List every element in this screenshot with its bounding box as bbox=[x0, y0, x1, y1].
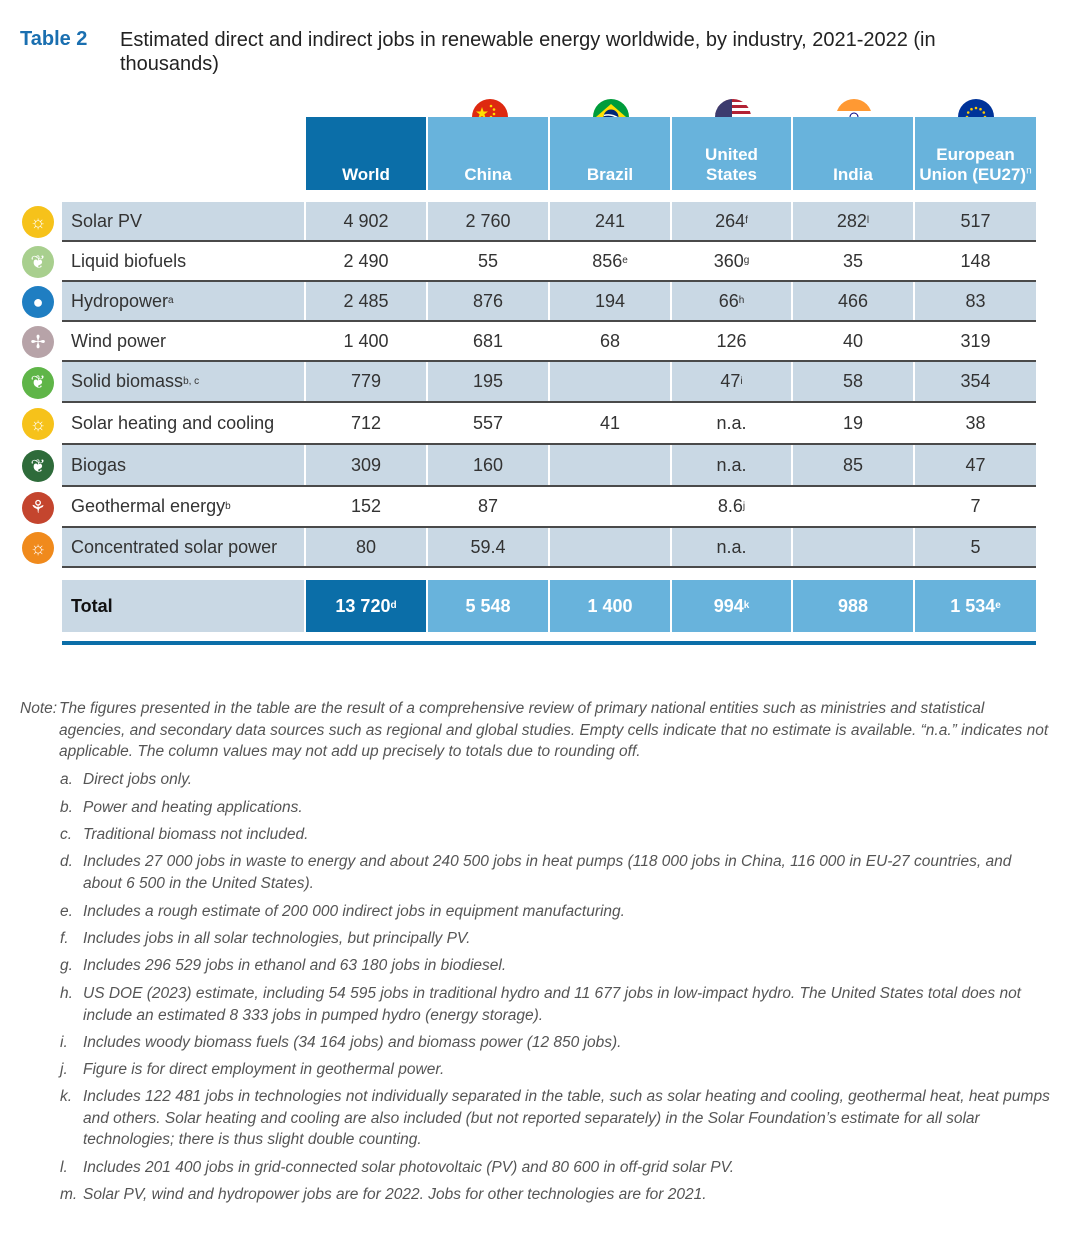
cell-world: 712 bbox=[350, 412, 382, 433]
cell-world: 779 bbox=[350, 371, 382, 391]
cell-eu: 7 bbox=[970, 496, 981, 516]
cell-india bbox=[793, 487, 913, 526]
table-row bbox=[62, 282, 1036, 322]
cell-world: 309 bbox=[350, 454, 382, 475]
cell-china: 160 bbox=[472, 454, 504, 475]
column-divider bbox=[426, 362, 428, 401]
table-bottom-rule bbox=[62, 641, 1036, 645]
column-divider bbox=[548, 202, 550, 240]
cell-united-states: 47 i bbox=[720, 371, 743, 391]
column-header-eu: European Union $(EU27)^n$ bbox=[915, 117, 1036, 190]
column-divider bbox=[548, 362, 550, 401]
column-divider bbox=[670, 322, 672, 360]
cell-india: 19 bbox=[842, 412, 864, 433]
table-row bbox=[62, 403, 1036, 445]
cell-world: 2 490 bbox=[343, 250, 389, 271]
column-divider bbox=[548, 445, 550, 485]
footnote-item: l. Includes 201 400 jobs in grid-connected solar photovoltaic (PV) and 80 600 in off-grid solar PV. bbox=[60, 1159, 735, 1176]
cell-brazil bbox=[550, 528, 670, 566]
row-label: Liquid biofuels bbox=[71, 250, 187, 271]
footnote-item: b. Power and heating applications. bbox=[60, 799, 303, 816]
column-divider bbox=[426, 445, 428, 485]
drop-leaf-icon: ❦ bbox=[22, 246, 54, 278]
cell-eu: 517 bbox=[960, 210, 991, 231]
footnote-item: a. Direct jobs only. bbox=[60, 771, 193, 788]
row-label: Solid biomass b, c bbox=[71, 371, 200, 391]
column-divider bbox=[426, 487, 428, 526]
column-divider bbox=[548, 242, 550, 280]
column-divider bbox=[304, 322, 306, 360]
table-note: Note: The figures presented in the table are the result of a comprehensive review of primary national entities such as ministries and statistical agencies, and secondary data sources such as regional and global studies. Empty cells indicate that no estimate is available. “n.a.” indicates not applicable. The column values may not add up precisely to totals due to rounding off. bbox=[20, 700, 1049, 760]
cell-brazil bbox=[550, 487, 670, 526]
column-divider bbox=[426, 403, 428, 443]
column-divider bbox=[304, 528, 306, 566]
column-divider bbox=[670, 403, 672, 443]
column-divider bbox=[913, 282, 915, 320]
column-header-india: India bbox=[793, 117, 913, 190]
table-title: Estimated direct and indirect jobs in renewable energy worldwide, by industry, 2021-2022 (in thousands) bbox=[120, 29, 936, 75]
column-header-united-states: United States bbox=[672, 117, 791, 190]
row-label: Hydropower a bbox=[71, 290, 174, 311]
column-divider bbox=[548, 282, 550, 320]
column-header-world: World bbox=[306, 117, 426, 190]
column-divider bbox=[548, 403, 550, 443]
footnote-item: i. Includes woody biomass fuels (34 164 jobs) and biomass power (12 850 jobs). bbox=[60, 1034, 622, 1051]
column-divider bbox=[913, 242, 915, 280]
footnote-item: j. Figure is for direct employment in geothermal power. bbox=[60, 1061, 445, 1078]
row-label: Concentrated solar power bbox=[71, 536, 278, 557]
table-row bbox=[62, 445, 1036, 487]
csp-sun-icon: ☼ bbox=[22, 532, 54, 564]
column-divider bbox=[670, 202, 672, 240]
column-divider bbox=[304, 487, 306, 526]
cell-india: 466 bbox=[837, 290, 869, 311]
cell-brazil: 856 e bbox=[592, 250, 628, 271]
row-label: Biogas bbox=[71, 454, 127, 475]
cell-united-states: 264 f bbox=[715, 210, 748, 231]
cell-eu: 354 bbox=[960, 371, 991, 391]
column-divider bbox=[304, 445, 306, 485]
column-divider bbox=[791, 528, 793, 566]
leaf-icon: ❦ bbox=[22, 367, 54, 399]
cell-brazil bbox=[550, 445, 670, 485]
cell-world: 1 400 bbox=[343, 330, 389, 351]
column-divider bbox=[791, 445, 793, 485]
column-divider bbox=[670, 528, 672, 566]
column-divider bbox=[791, 403, 793, 443]
cell-world: 152 bbox=[350, 496, 382, 516]
total-row bbox=[62, 580, 1036, 632]
column-divider bbox=[913, 322, 915, 360]
column-divider bbox=[548, 528, 550, 566]
footnote-item: c. Traditional biomass not included. bbox=[60, 826, 309, 843]
cell-china: 59.4 bbox=[470, 536, 506, 557]
cell-india: 85 bbox=[842, 454, 864, 475]
column-divider bbox=[304, 282, 306, 320]
cell-brazil bbox=[550, 362, 670, 401]
cell-china: 557 bbox=[472, 412, 504, 433]
column-header-brazil: Brazil bbox=[550, 117, 670, 190]
wind-turbine-icon: ✢ bbox=[22, 326, 54, 358]
cell-india: 35 bbox=[842, 250, 864, 271]
cell-eu: 319 bbox=[960, 330, 991, 351]
column-divider bbox=[670, 282, 672, 320]
column-divider bbox=[426, 242, 428, 280]
cell-eu: 148 bbox=[960, 250, 991, 271]
cell-united-states: 66 h bbox=[718, 290, 745, 311]
column-divider bbox=[426, 322, 428, 360]
column-divider bbox=[913, 445, 915, 485]
total-cell-brazil: 1 400 bbox=[550, 580, 670, 632]
cell-united-states: 8.6 j bbox=[717, 496, 746, 516]
cell-eu: 83 bbox=[965, 290, 986, 311]
cell-united-states: 360 g bbox=[713, 250, 750, 271]
cell-brazil: 68 bbox=[599, 330, 621, 351]
cell-eu: 47 bbox=[965, 454, 986, 475]
cell-brazil: 194 bbox=[594, 290, 626, 311]
biogas-leaf-icon: ❦ bbox=[22, 450, 54, 482]
cell-brazil: 41 bbox=[599, 412, 621, 433]
column-divider bbox=[670, 242, 672, 280]
footnote-item: f. Includes jobs in all solar technologies, but principally PV. bbox=[60, 930, 471, 947]
column-divider bbox=[304, 403, 306, 443]
footnote-item: d. Includes 27 000 jobs in waste to energy and about 240 500 jobs in heat pumps (118 000 jobs in China, 116 000 in EU-27 countries, and about 6 500 in the United States). bbox=[60, 853, 1012, 892]
cell-china: 55 bbox=[477, 250, 499, 271]
cell-world: 4 902 bbox=[343, 210, 389, 231]
row-label: Solar PV bbox=[71, 210, 143, 231]
cell-india bbox=[793, 528, 913, 566]
column-divider bbox=[791, 487, 793, 526]
total-cell-united-states: 994 k bbox=[672, 580, 791, 632]
column-divider bbox=[670, 445, 672, 485]
column-divider bbox=[670, 487, 672, 526]
cell-china: 876 bbox=[472, 290, 504, 311]
column-divider bbox=[304, 242, 306, 280]
table-row bbox=[62, 202, 1036, 242]
column-divider bbox=[791, 362, 793, 401]
water-drop-icon: ● bbox=[22, 286, 54, 318]
cell-united-states: n.a. bbox=[716, 454, 747, 475]
table-row bbox=[62, 362, 1036, 403]
column-divider bbox=[791, 322, 793, 360]
footnote-item: k. Includes 122 481 jobs in technologies not individually separated in the table, such as solar heating and cooling, geothermal heat, heat pumps and others. Solar heating and cooling are also included (but not reported separately) in the Solar Foundation’s estimate for all solar technologies; there is thus slight double counting. bbox=[60, 1088, 1050, 1148]
row-label: Wind power bbox=[71, 330, 167, 351]
table-row bbox=[62, 322, 1036, 362]
column-divider bbox=[913, 528, 915, 566]
column-divider bbox=[426, 282, 428, 320]
footnote-item: e. Includes a rough estimate of 200 000 indirect jobs in equipment manufacturing. bbox=[60, 903, 625, 920]
row-label: Solar heating and cooling bbox=[71, 412, 275, 433]
column-divider bbox=[791, 202, 793, 240]
column-divider bbox=[913, 403, 915, 443]
column-divider bbox=[304, 362, 306, 401]
footnote-item: m. Solar PV, wind and hydropower jobs are for 2022. Jobs for other technologies are for 2021. bbox=[60, 1186, 707, 1203]
sun-icon: ☼ bbox=[22, 408, 54, 440]
column-divider bbox=[791, 242, 793, 280]
footnote-item: h. US DOE (2023) estimate, including 54 595 jobs in traditional hydro and 11 677 jobs in low-impact hydro. The United States total does not include an estimated 8 333 jobs in pumped hydro (energy storage). bbox=[60, 985, 1021, 1024]
table-row bbox=[62, 242, 1036, 282]
cell-brazil: 241 bbox=[594, 210, 626, 231]
cell-united-states: 126 bbox=[716, 330, 747, 351]
cell-eu: 38 bbox=[965, 412, 986, 433]
total-cell-india: 988 bbox=[793, 580, 913, 632]
footnote-item: g. Includes 296 529 jobs in ethanol and 63 180 jobs in biodiesel. bbox=[60, 957, 507, 974]
column-divider bbox=[913, 487, 915, 526]
cell-united-states: n.a. bbox=[716, 536, 747, 557]
column-divider bbox=[426, 528, 428, 566]
column-divider bbox=[791, 282, 793, 320]
table-row bbox=[62, 528, 1036, 568]
cell-china: 681 bbox=[472, 330, 504, 351]
cell-india: 58 bbox=[842, 371, 864, 391]
table-label: Table 2 bbox=[20, 28, 88, 50]
geothermal-icon: ⚘ bbox=[22, 492, 54, 524]
cell-eu: 5 bbox=[970, 536, 981, 557]
cell-china: 2 760 bbox=[465, 210, 511, 231]
table-row bbox=[62, 487, 1036, 528]
cell-india: 282 l bbox=[836, 210, 870, 231]
total-label: Total bbox=[62, 580, 304, 632]
column-divider bbox=[548, 487, 550, 526]
cell-china: 195 bbox=[472, 371, 504, 391]
total-cell-china: 5 548 bbox=[428, 580, 548, 632]
column-divider bbox=[304, 202, 306, 240]
sun-icon: ☼ bbox=[22, 206, 54, 238]
cell-china: 87 bbox=[477, 496, 499, 516]
column-header-china: China bbox=[428, 117, 548, 190]
total-cell-eu: 1 534 e bbox=[915, 580, 1036, 632]
column-divider bbox=[426, 202, 428, 240]
cell-united-states: n.a. bbox=[716, 412, 747, 433]
column-divider bbox=[670, 362, 672, 401]
row-label: Geothermal energy b bbox=[71, 496, 231, 516]
cell-india: 40 bbox=[842, 330, 864, 351]
column-divider bbox=[913, 202, 915, 240]
cell-world: 80 bbox=[355, 536, 377, 557]
column-divider bbox=[913, 362, 915, 401]
total-cell-world: 13 720 d bbox=[306, 580, 426, 632]
cell-world: 2 485 bbox=[343, 290, 389, 311]
column-divider bbox=[548, 322, 550, 360]
